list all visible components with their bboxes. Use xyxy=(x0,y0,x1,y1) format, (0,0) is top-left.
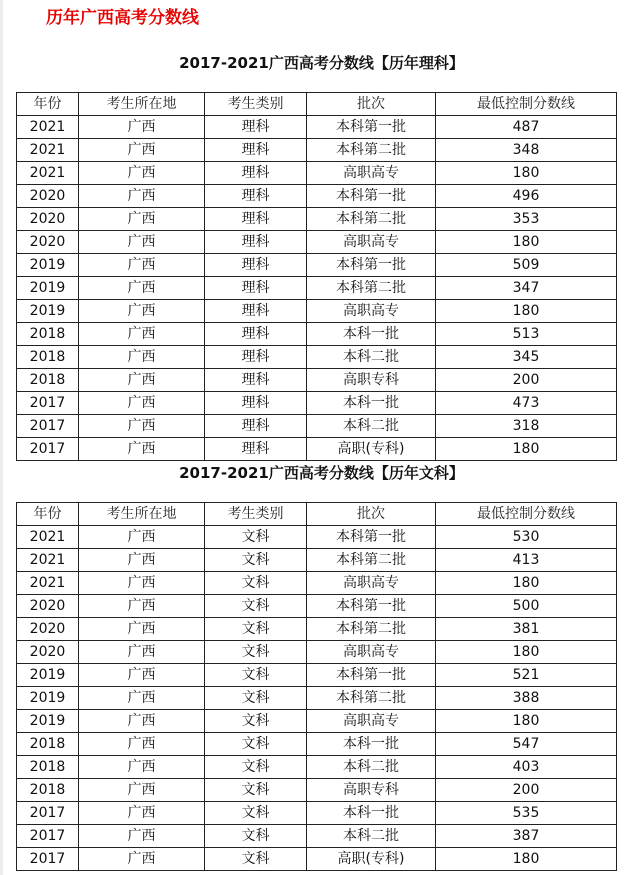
cell-min-score: 521 xyxy=(436,664,617,687)
cell-location: 广西 xyxy=(79,162,205,185)
cell-batch: 本科二批 xyxy=(307,825,436,848)
cell-category: 文科 xyxy=(205,802,307,825)
cell-min-score: 353 xyxy=(436,208,617,231)
cell-year: 2017 xyxy=(17,392,79,415)
cell-location: 广西 xyxy=(79,438,205,461)
table-row xyxy=(17,687,617,710)
cell-min-score: 496 xyxy=(436,185,617,208)
cell-batch: 高职高专 xyxy=(307,710,436,733)
cell-min-score: 180 xyxy=(436,438,617,461)
cell-category: 文科 xyxy=(205,549,307,572)
cell-min-score: 345 xyxy=(436,346,617,369)
cell-category: 文科 xyxy=(205,687,307,710)
cell-batch: 本科第二批 xyxy=(307,277,436,300)
table-row xyxy=(17,162,617,185)
column-header-location: 考生所在地 xyxy=(79,503,205,526)
cell-year: 2018 xyxy=(17,756,79,779)
cell-category: 文科 xyxy=(205,526,307,549)
cell-batch: 本科第一批 xyxy=(307,664,436,687)
table-row xyxy=(17,300,617,323)
cell-location: 广西 xyxy=(79,116,205,139)
column-header-year: 年份 xyxy=(17,503,79,526)
cell-location: 广西 xyxy=(79,825,205,848)
cell-category: 理科 xyxy=(205,300,307,323)
table-row xyxy=(17,323,617,346)
cell-batch: 本科一批 xyxy=(307,802,436,825)
cell-category: 文科 xyxy=(205,710,307,733)
cell-year: 2019 xyxy=(17,277,79,300)
cell-year: 2017 xyxy=(17,415,79,438)
cell-category: 理科 xyxy=(205,346,307,369)
column-header-location: 考生所在地 xyxy=(79,93,205,116)
cell-min-score: 180 xyxy=(436,231,617,254)
table-row xyxy=(17,710,617,733)
cell-category: 理科 xyxy=(205,254,307,277)
table-row xyxy=(17,664,617,687)
table-row xyxy=(17,369,617,392)
cell-location: 广西 xyxy=(79,641,205,664)
cell-location: 广西 xyxy=(79,733,205,756)
cell-batch: 高职高专 xyxy=(307,300,436,323)
cell-min-score: 535 xyxy=(436,802,617,825)
cell-min-score: 487 xyxy=(436,116,617,139)
column-header-category: 考生类别 xyxy=(205,503,307,526)
table-row xyxy=(17,254,617,277)
cell-category: 文科 xyxy=(205,641,307,664)
table-row xyxy=(17,756,617,779)
cell-location: 广西 xyxy=(79,526,205,549)
cell-batch: 本科一批 xyxy=(307,392,436,415)
column-header-min-score: 最低控制分数线 xyxy=(436,93,617,116)
cell-location: 广西 xyxy=(79,756,205,779)
cell-location: 广西 xyxy=(79,848,205,871)
cell-year: 2020 xyxy=(17,618,79,641)
cell-min-score: 180 xyxy=(436,162,617,185)
column-header-category: 考生类别 xyxy=(205,93,307,116)
cell-category: 理科 xyxy=(205,392,307,415)
table-row xyxy=(17,277,617,300)
cell-batch: 高职高专 xyxy=(307,572,436,595)
table-row xyxy=(17,438,617,461)
cell-category: 理科 xyxy=(205,139,307,162)
table-row xyxy=(17,116,617,139)
column-header-min-score: 最低控制分数线 xyxy=(436,503,617,526)
table-row xyxy=(17,641,617,664)
cell-batch: 本科第二批 xyxy=(307,549,436,572)
table-row xyxy=(17,733,617,756)
cell-year: 2020 xyxy=(17,208,79,231)
cell-location: 广西 xyxy=(79,687,205,710)
cell-location: 广西 xyxy=(79,572,205,595)
cell-category: 文科 xyxy=(205,848,307,871)
cell-category: 理科 xyxy=(205,208,307,231)
cell-year: 2017 xyxy=(17,802,79,825)
cell-batch: 本科第一批 xyxy=(307,185,436,208)
cell-batch: 本科二批 xyxy=(307,415,436,438)
cell-batch: 本科第二批 xyxy=(307,687,436,710)
cell-category: 理科 xyxy=(205,438,307,461)
cell-location: 广西 xyxy=(79,618,205,641)
table-row xyxy=(17,549,617,572)
cell-batch: 本科一批 xyxy=(307,323,436,346)
cell-min-score: 387 xyxy=(436,825,617,848)
cell-location: 广西 xyxy=(79,346,205,369)
cell-year: 2018 xyxy=(17,779,79,802)
cell-category: 理科 xyxy=(205,116,307,139)
cell-min-score: 180 xyxy=(436,300,617,323)
cell-category: 理科 xyxy=(205,323,307,346)
cell-category: 文科 xyxy=(205,779,307,802)
cell-min-score: 180 xyxy=(436,710,617,733)
cell-batch: 高职专科 xyxy=(307,369,436,392)
cell-category: 文科 xyxy=(205,664,307,687)
table-row xyxy=(17,572,617,595)
table-row xyxy=(17,415,617,438)
cell-min-score: 403 xyxy=(436,756,617,779)
cell-batch: 本科第一批 xyxy=(307,595,436,618)
table-row xyxy=(17,848,617,871)
table-row xyxy=(17,185,617,208)
table-header-row xyxy=(17,93,617,116)
cell-year: 2021 xyxy=(17,549,79,572)
cell-year: 2020 xyxy=(17,595,79,618)
cell-min-score: 180 xyxy=(436,641,617,664)
table-row xyxy=(17,231,617,254)
cell-min-score: 180 xyxy=(436,572,617,595)
cell-location: 广西 xyxy=(79,392,205,415)
cell-min-score: 530 xyxy=(436,526,617,549)
cell-location: 广西 xyxy=(79,710,205,733)
page-left-border xyxy=(0,0,3,875)
column-header-batch: 批次 xyxy=(307,503,436,526)
table-header-row xyxy=(17,503,617,526)
cell-min-score: 381 xyxy=(436,618,617,641)
cell-min-score: 388 xyxy=(436,687,617,710)
cell-year: 2019 xyxy=(17,664,79,687)
cell-location: 广西 xyxy=(79,185,205,208)
cell-batch: 本科第二批 xyxy=(307,208,436,231)
cell-year: 2018 xyxy=(17,733,79,756)
cell-location: 广西 xyxy=(79,779,205,802)
cell-min-score: 473 xyxy=(436,392,617,415)
cell-location: 广西 xyxy=(79,139,205,162)
cell-year: 2021 xyxy=(17,526,79,549)
table-row xyxy=(17,802,617,825)
cell-year: 2020 xyxy=(17,641,79,664)
cell-category: 理科 xyxy=(205,231,307,254)
cell-location: 广西 xyxy=(79,300,205,323)
cell-batch: 本科第一批 xyxy=(307,116,436,139)
cell-min-score: 500 xyxy=(436,595,617,618)
cell-location: 广西 xyxy=(79,664,205,687)
cell-min-score: 509 xyxy=(436,254,617,277)
cell-year: 2018 xyxy=(17,323,79,346)
cell-year: 2019 xyxy=(17,300,79,323)
cell-batch: 高职专科 xyxy=(307,779,436,802)
column-header-batch: 批次 xyxy=(307,93,436,116)
cell-year: 2018 xyxy=(17,346,79,369)
cell-location: 广西 xyxy=(79,802,205,825)
cell-year: 2019 xyxy=(17,254,79,277)
cell-category: 理科 xyxy=(205,185,307,208)
cell-batch: 本科一批 xyxy=(307,733,436,756)
table-row xyxy=(17,825,617,848)
cell-year: 2021 xyxy=(17,139,79,162)
cell-batch: 高职高专 xyxy=(307,162,436,185)
table-row xyxy=(17,139,617,162)
cell-year: 2021 xyxy=(17,572,79,595)
cell-min-score: 318 xyxy=(436,415,617,438)
cell-batch: 本科第一批 xyxy=(307,526,436,549)
cell-category: 文科 xyxy=(205,572,307,595)
cell-batch: 本科二批 xyxy=(307,756,436,779)
cell-min-score: 413 xyxy=(436,549,617,572)
cell-batch: 本科二批 xyxy=(307,346,436,369)
cell-year: 2019 xyxy=(17,710,79,733)
table-row xyxy=(17,595,617,618)
cell-year: 2017 xyxy=(17,825,79,848)
cell-category: 理科 xyxy=(205,162,307,185)
cell-min-score: 180 xyxy=(436,848,617,871)
cell-location: 广西 xyxy=(79,549,205,572)
cell-location: 广西 xyxy=(79,231,205,254)
cell-location: 广西 xyxy=(79,595,205,618)
cell-location: 广西 xyxy=(79,277,205,300)
cell-batch: 本科第一批 xyxy=(307,254,436,277)
cell-year: 2021 xyxy=(17,162,79,185)
cell-min-score: 200 xyxy=(436,369,617,392)
cell-location: 广西 xyxy=(79,254,205,277)
cell-year: 2017 xyxy=(17,848,79,871)
cell-year: 2018 xyxy=(17,369,79,392)
cell-category: 文科 xyxy=(205,733,307,756)
cell-min-score: 348 xyxy=(436,139,617,162)
cell-category: 理科 xyxy=(205,369,307,392)
column-header-year: 年份 xyxy=(17,93,79,116)
cell-batch: 本科第二批 xyxy=(307,618,436,641)
cell-year: 2019 xyxy=(17,687,79,710)
table-row xyxy=(17,392,617,415)
cell-min-score: 547 xyxy=(436,733,617,756)
cell-year: 2020 xyxy=(17,231,79,254)
science-score-table xyxy=(16,92,617,461)
table-row xyxy=(17,618,617,641)
cell-location: 广西 xyxy=(79,369,205,392)
cell-category: 文科 xyxy=(205,825,307,848)
table-row xyxy=(17,779,617,802)
table-row xyxy=(17,526,617,549)
cell-batch: 高职高专 xyxy=(307,641,436,664)
table-row xyxy=(17,208,617,231)
science-table-title: 2017-2021广西高考分数线【历年理科】 xyxy=(179,54,464,72)
cell-min-score: 200 xyxy=(436,779,617,802)
cell-batch: 高职高专 xyxy=(307,231,436,254)
cell-year: 2020 xyxy=(17,185,79,208)
cell-category: 理科 xyxy=(205,277,307,300)
cell-location: 广西 xyxy=(79,415,205,438)
liberal-arts-score-table xyxy=(16,502,617,871)
cell-location: 广西 xyxy=(79,323,205,346)
page-title: 历年广西高考分数线 xyxy=(46,8,199,28)
cell-year: 2021 xyxy=(17,116,79,139)
cell-min-score: 513 xyxy=(436,323,617,346)
cell-batch: 本科第二批 xyxy=(307,139,436,162)
cell-min-score: 347 xyxy=(436,277,617,300)
cell-category: 理科 xyxy=(205,415,307,438)
cell-location: 广西 xyxy=(79,208,205,231)
cell-batch: 高职(专科) xyxy=(307,438,436,461)
cell-category: 文科 xyxy=(205,756,307,779)
cell-year: 2017 xyxy=(17,438,79,461)
cell-category: 文科 xyxy=(205,618,307,641)
cell-batch: 高职(专科) xyxy=(307,848,436,871)
table-row xyxy=(17,346,617,369)
cell-category: 文科 xyxy=(205,595,307,618)
liberal-arts-table-title: 2017-2021广西高考分数线【历年文科】 xyxy=(179,464,464,482)
